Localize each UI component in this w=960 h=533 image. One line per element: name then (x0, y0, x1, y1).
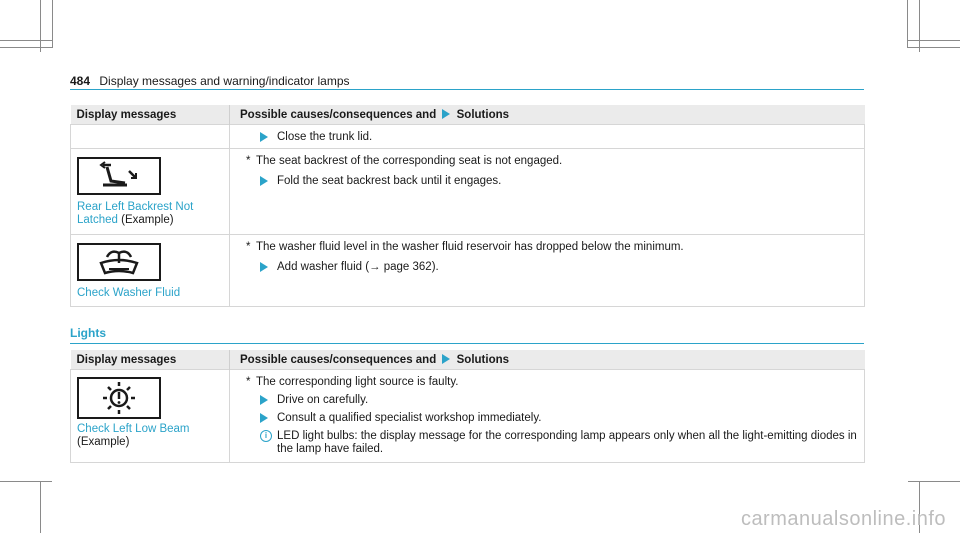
crop-mark (919, 0, 920, 52)
solution-arrow-icon (442, 354, 450, 364)
crop-mark (0, 47, 52, 48)
col-header-causes (230, 105, 865, 125)
info-note: i LED light bulbs: the display message for the corresponding lamp appears only when all the light-emitting diodes in the lamp have failed. (260, 430, 864, 456)
solution-arrow-icon (260, 262, 268, 272)
col-header-solutions-text: Solutions (456, 353, 510, 366)
solution-arrow-icon (260, 395, 268, 405)
message-label: Rear Left Backrest Not Latched (Example) (77, 201, 194, 226)
message-label: Check Left Low Beam (Example) (77, 423, 190, 448)
crop-mark (40, 0, 41, 52)
page-header-title: Display messages and warning/indicator lamps (99, 74, 350, 88)
crop-mark (0, 40, 52, 41)
solution-arrow-icon (260, 413, 268, 423)
messages-table-1 (70, 105, 865, 307)
page-header (70, 74, 350, 88)
col-header-causes-text: Possible causes/consequences and (240, 108, 437, 121)
section-rule (70, 343, 864, 344)
col-header-messages: Display messages (71, 350, 230, 370)
table-header-row (71, 105, 865, 125)
messages-table-2 (70, 350, 865, 463)
message-label: Check Washer Fluid (77, 287, 181, 299)
light-fault-icon (77, 377, 161, 419)
col-header-causes-text: Possible causes/consequences and (240, 353, 437, 366)
col-header-solutions-text: Solutions (456, 108, 510, 121)
solution-arrow-icon (260, 132, 268, 142)
table-row (71, 149, 865, 235)
table-row (71, 235, 865, 307)
crop-mark (52, 0, 53, 48)
solution-step: Drive on carefully. (260, 394, 864, 406)
watermark: carmanualsonline.info (740, 508, 946, 530)
solution-step: Add washer fluid (→ page 362). (260, 261, 864, 273)
cause-text: * The corresponding light source is faulty. (246, 376, 459, 388)
info-icon: i (260, 430, 272, 442)
crop-mark (0, 481, 52, 482)
cause-text: * The washer fluid level in the washer fluid reservoir has dropped below the minimum. (246, 241, 684, 253)
cause-text: * The seat backrest of the corresponding seat is not engaged. (246, 155, 563, 167)
table-row (71, 370, 865, 463)
solution-arrow-icon (442, 109, 450, 119)
seat-backrest-icon (77, 157, 161, 195)
crop-mark (907, 0, 908, 48)
section-title: Lights (70, 326, 106, 340)
solution-arrow-icon (260, 176, 268, 186)
header-rule (70, 89, 864, 90)
table-header-row (71, 350, 865, 370)
crop-mark (40, 481, 41, 533)
solution-step: Close the trunk lid. (260, 131, 864, 143)
col-header-messages: Display messages (71, 105, 230, 125)
solution-step: Fold the seat backrest back until it engages. (260, 175, 864, 187)
solution-step: Consult a qualified specialist workshop immediately. (260, 412, 864, 424)
crop-mark (908, 481, 960, 482)
table-row (71, 125, 865, 149)
col-header-causes (230, 350, 865, 370)
page-number: 484 (70, 74, 91, 88)
washer-fluid-icon (77, 243, 161, 281)
crop-mark (908, 47, 960, 48)
crop-mark (908, 40, 960, 41)
